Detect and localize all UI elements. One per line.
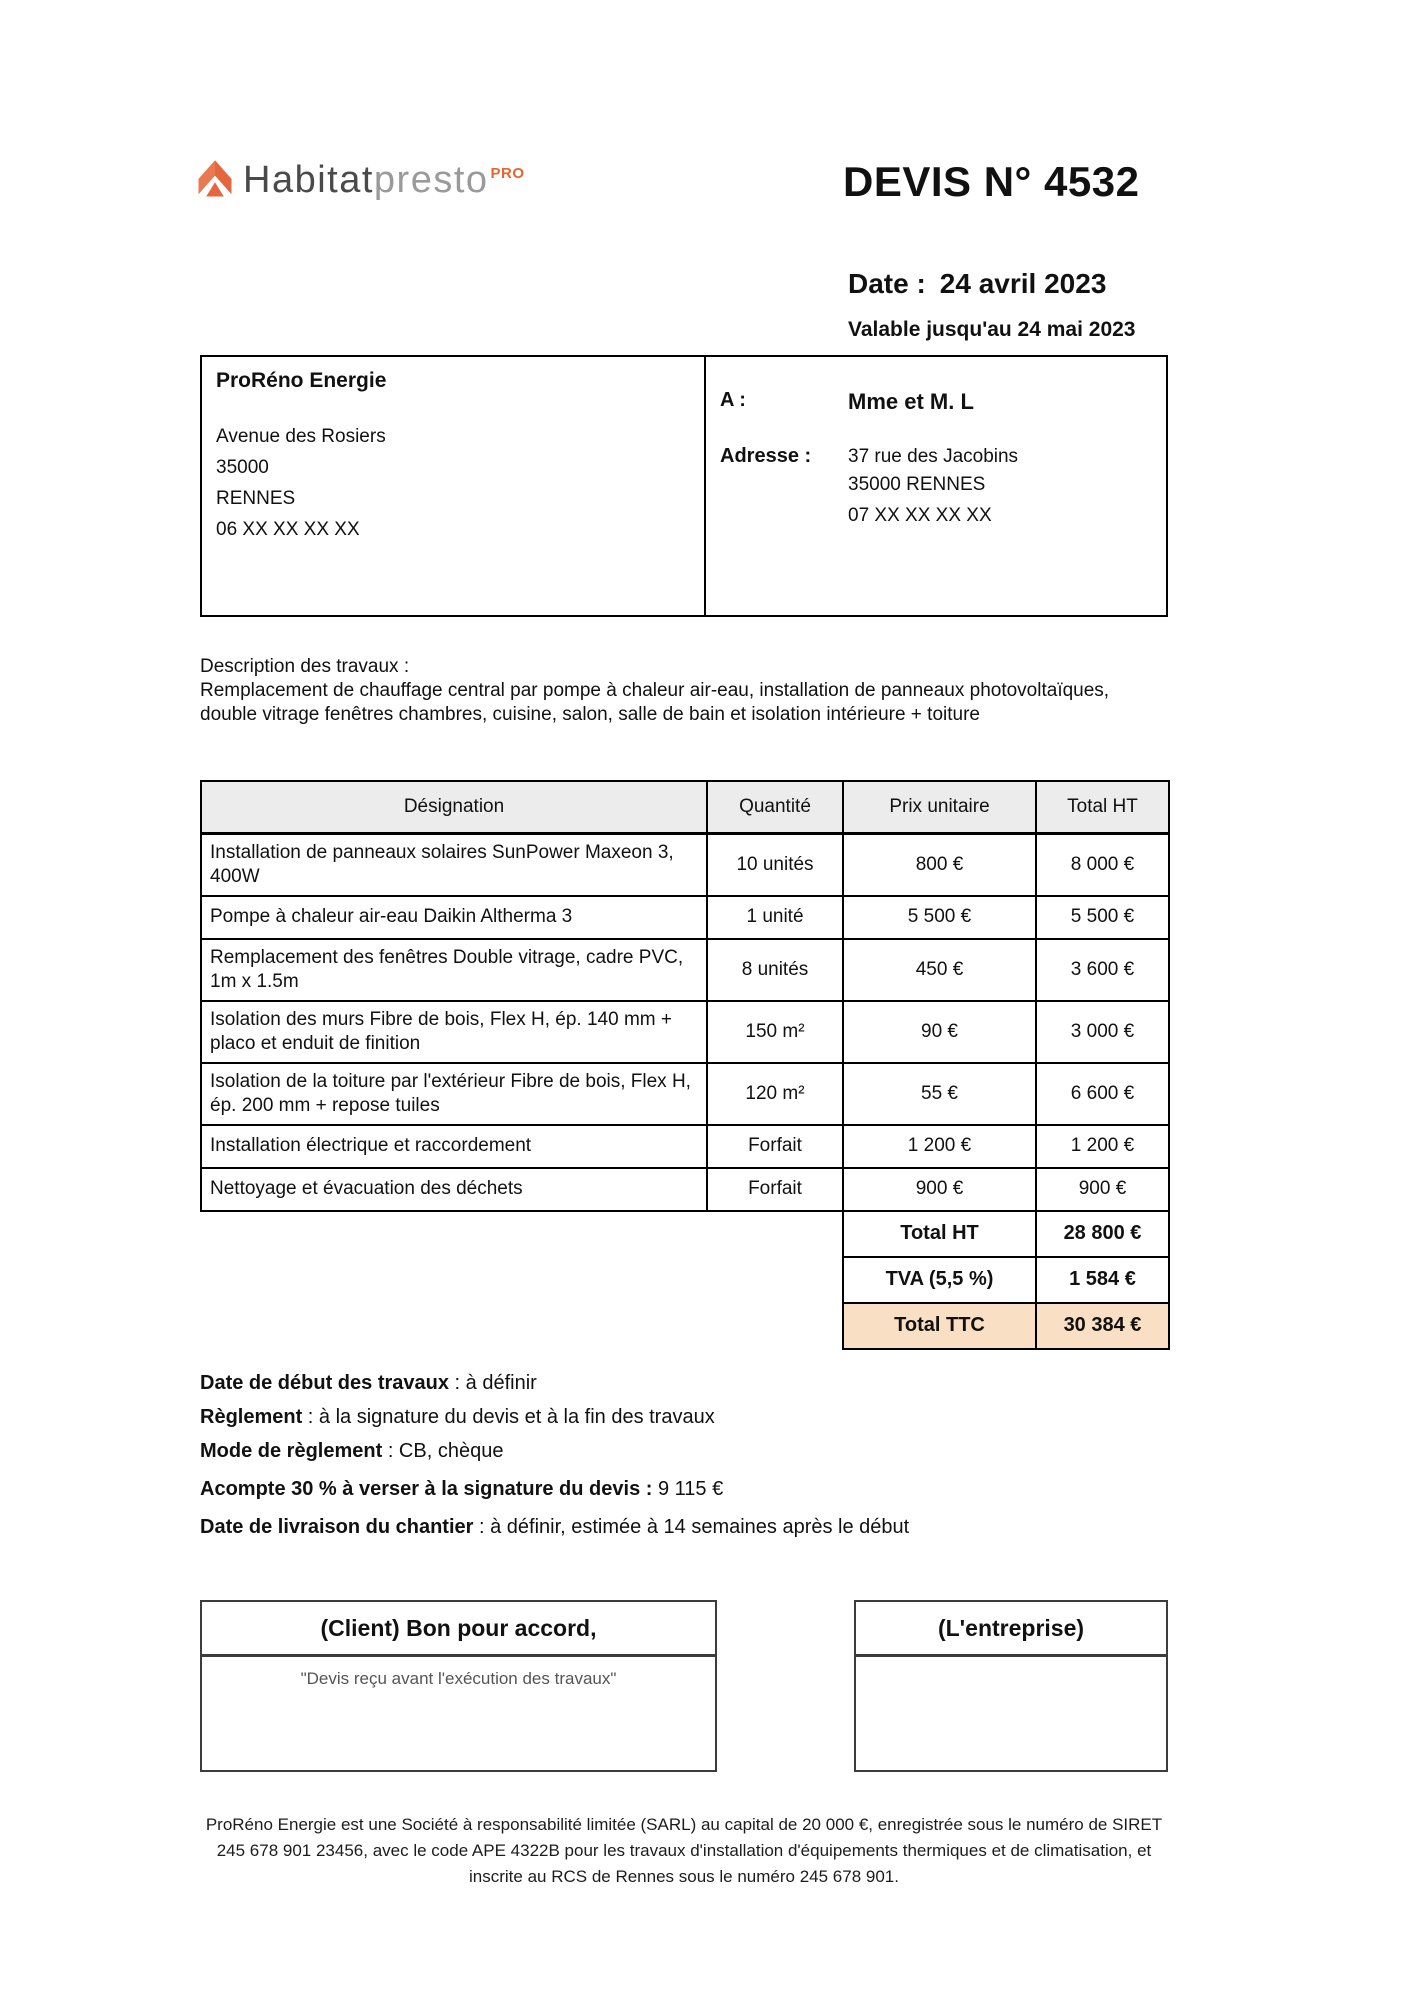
quote-tables bbox=[200, 780, 1168, 1350]
item-row bbox=[201, 1125, 1169, 1168]
term-delivery-date: Date de livraison du chantier : à définir, estimée à 14 semaines après le début bbox=[200, 1516, 910, 1538]
client-name: Mme et M. L bbox=[848, 389, 974, 414]
item-designation: Remplacement des fenêtres Double vitrage, cadre PVC, 1m x 1.5m bbox=[201, 939, 707, 1001]
house-arrow-logo-icon bbox=[193, 156, 237, 202]
item-total: 8 000 € bbox=[1036, 833, 1169, 896]
item-quantity: 1 unité bbox=[707, 896, 843, 939]
total-ttc-row bbox=[843, 1303, 1169, 1349]
logo-text-presto: presto bbox=[373, 159, 489, 201]
company-panel bbox=[202, 357, 706, 615]
items-table bbox=[200, 780, 1170, 1212]
client-address bbox=[848, 445, 1018, 531]
parties-box bbox=[200, 355, 1168, 617]
term-payment-mode: Mode de règlement : CB, chèque bbox=[200, 1440, 504, 1462]
date-line bbox=[848, 268, 1106, 300]
document-title: DEVIS N° 4532 bbox=[843, 158, 1140, 205]
item-row bbox=[201, 1001, 1169, 1063]
total-ht-label: Total HT bbox=[843, 1211, 1036, 1257]
item-designation: Pompe à chaleur air-eau Daikin Altherma 3 bbox=[201, 896, 707, 939]
tva-label: TVA (5,5 %) bbox=[843, 1257, 1036, 1303]
item-unit-price: 90 € bbox=[843, 1001, 1036, 1063]
item-row bbox=[201, 833, 1169, 896]
works-description-label: Description des travaux : bbox=[200, 656, 410, 677]
item-designation: Isolation des murs Fibre de bois, Flex H, ép. 140 mm + placo et enduit de finition bbox=[201, 1001, 707, 1063]
works-description bbox=[200, 655, 1170, 727]
item-unit-price: 900 € bbox=[843, 1168, 1036, 1211]
payment-terms bbox=[200, 1371, 1170, 1549]
col-header-unit-price: Prix unitaire bbox=[843, 781, 1036, 833]
term-deposit: Acompte 30 % à verser à la signature du devis : 9 115 € bbox=[200, 1478, 724, 1500]
client-address-row bbox=[720, 445, 1152, 531]
client-address-line: 35000 RENNES bbox=[848, 474, 986, 495]
item-total: 3 000 € bbox=[1036, 1001, 1169, 1063]
item-quantity: 10 unités bbox=[707, 833, 843, 896]
address-label: Adresse : bbox=[720, 445, 812, 467]
item-unit-price: 450 € bbox=[843, 939, 1036, 1001]
items-header-row bbox=[201, 781, 1169, 833]
client-to-row bbox=[720, 389, 1152, 415]
item-quantity: 150 m² bbox=[707, 1001, 843, 1063]
item-designation: Installation de panneaux solaires SunPower Maxeon 3, 400W bbox=[201, 833, 707, 896]
item-total: 3 600 € bbox=[1036, 939, 1169, 1001]
company-address-line: 35000 bbox=[216, 457, 269, 478]
item-total: 5 500 € bbox=[1036, 896, 1169, 939]
item-unit-price: 5 500 € bbox=[843, 896, 1036, 939]
habitatpresto-logo bbox=[193, 156, 525, 212]
item-quantity: Forfait bbox=[707, 1168, 843, 1211]
works-description-text: Remplacement de chauffage central par pompe à chaleur air-eau, installation de panneaux photovoltaïques, double vitrage fenêtres chambres, cuisine, salon, salle de bain et isolation intérieure + toiture bbox=[200, 680, 1110, 725]
total-ht-value: 28 800 € bbox=[1036, 1211, 1169, 1257]
col-header-quantity: Quantité bbox=[707, 781, 843, 833]
item-unit-price: 800 € bbox=[843, 833, 1036, 896]
item-row bbox=[201, 1063, 1169, 1125]
item-unit-price: 1 200 € bbox=[843, 1125, 1036, 1168]
item-total: 900 € bbox=[1036, 1168, 1169, 1211]
item-designation: Installation électrique et raccordement bbox=[201, 1125, 707, 1168]
date-label: Date : bbox=[848, 268, 926, 299]
company-name: ProRéno Energie bbox=[216, 369, 387, 392]
validity-note: Valable jusqu'au 24 mai 2023 bbox=[848, 318, 1136, 341]
item-total: 1 200 € bbox=[1036, 1125, 1169, 1168]
company-signature-area bbox=[856, 1657, 1166, 1669]
item-quantity: 120 m² bbox=[707, 1063, 843, 1125]
company-address-line: Avenue des Rosiers bbox=[216, 426, 386, 447]
item-designation: Isolation de la toiture par l'extérieur Fibre de bois, Flex H, ép. 200 mm + repose tuiles bbox=[201, 1063, 707, 1125]
term-payment: Règlement : à la signature du devis et à la fin des travaux bbox=[200, 1406, 715, 1428]
company-address bbox=[216, 421, 690, 545]
tva-row bbox=[843, 1257, 1169, 1303]
total-ttc-value: 30 384 € bbox=[1036, 1303, 1169, 1349]
item-row bbox=[201, 896, 1169, 939]
company-signature-box bbox=[854, 1600, 1168, 1772]
term-start-date: Date de début des travaux : à définir bbox=[200, 1372, 537, 1394]
client-signature-box bbox=[200, 1600, 717, 1772]
date-value: 24 avril 2023 bbox=[939, 268, 1107, 299]
item-row bbox=[201, 1168, 1169, 1211]
company-address-line: RENNES bbox=[216, 488, 296, 509]
total-ht-row bbox=[843, 1211, 1169, 1257]
item-total: 6 600 € bbox=[1036, 1063, 1169, 1125]
company-phone: 06 XX XX XX XX bbox=[216, 519, 360, 540]
to-label: A : bbox=[720, 389, 746, 411]
client-phone: 07 XX XX XX XX bbox=[848, 505, 992, 526]
col-header-total: Total HT bbox=[1036, 781, 1169, 833]
col-header-designation: Désignation bbox=[201, 781, 707, 833]
client-signature-title: (Client) Bon pour accord, bbox=[202, 1602, 715, 1657]
totals-table bbox=[842, 1210, 1170, 1350]
item-designation: Nettoyage et évacuation des déchets bbox=[201, 1168, 707, 1211]
client-panel bbox=[706, 357, 1166, 615]
item-quantity: Forfait bbox=[707, 1125, 843, 1168]
item-unit-price: 55 € bbox=[843, 1063, 1036, 1125]
legal-footer: ProRéno Energie est une Société à responsabilité limitée (SARL) au capital de 20 000 €, enregistrée sous le numéro de SIRET 245 678 901 23456, avec le code APE 4322B pour les travaux d'installation d'équipements thermiques et de climatisation, et inscrite au RCS de Rennes sous le numéro 245 678 901. bbox=[205, 1815, 1163, 1886]
logo-text-habitat: Habitat bbox=[243, 159, 374, 201]
client-signature-note: "Devis reçu avant l'exécution des travaux" bbox=[300, 1669, 617, 1688]
tva-value: 1 584 € bbox=[1036, 1257, 1169, 1303]
client-address-line: 37 rue des Jacobins bbox=[848, 446, 1019, 467]
item-row bbox=[201, 939, 1169, 1001]
company-signature-title: (L'entreprise) bbox=[856, 1602, 1166, 1657]
logo-wordmark bbox=[243, 156, 525, 212]
total-ttc-label: Total TTC bbox=[843, 1303, 1036, 1349]
item-quantity: 8 unités bbox=[707, 939, 843, 1001]
logo-pro-badge: PRO bbox=[490, 165, 525, 182]
